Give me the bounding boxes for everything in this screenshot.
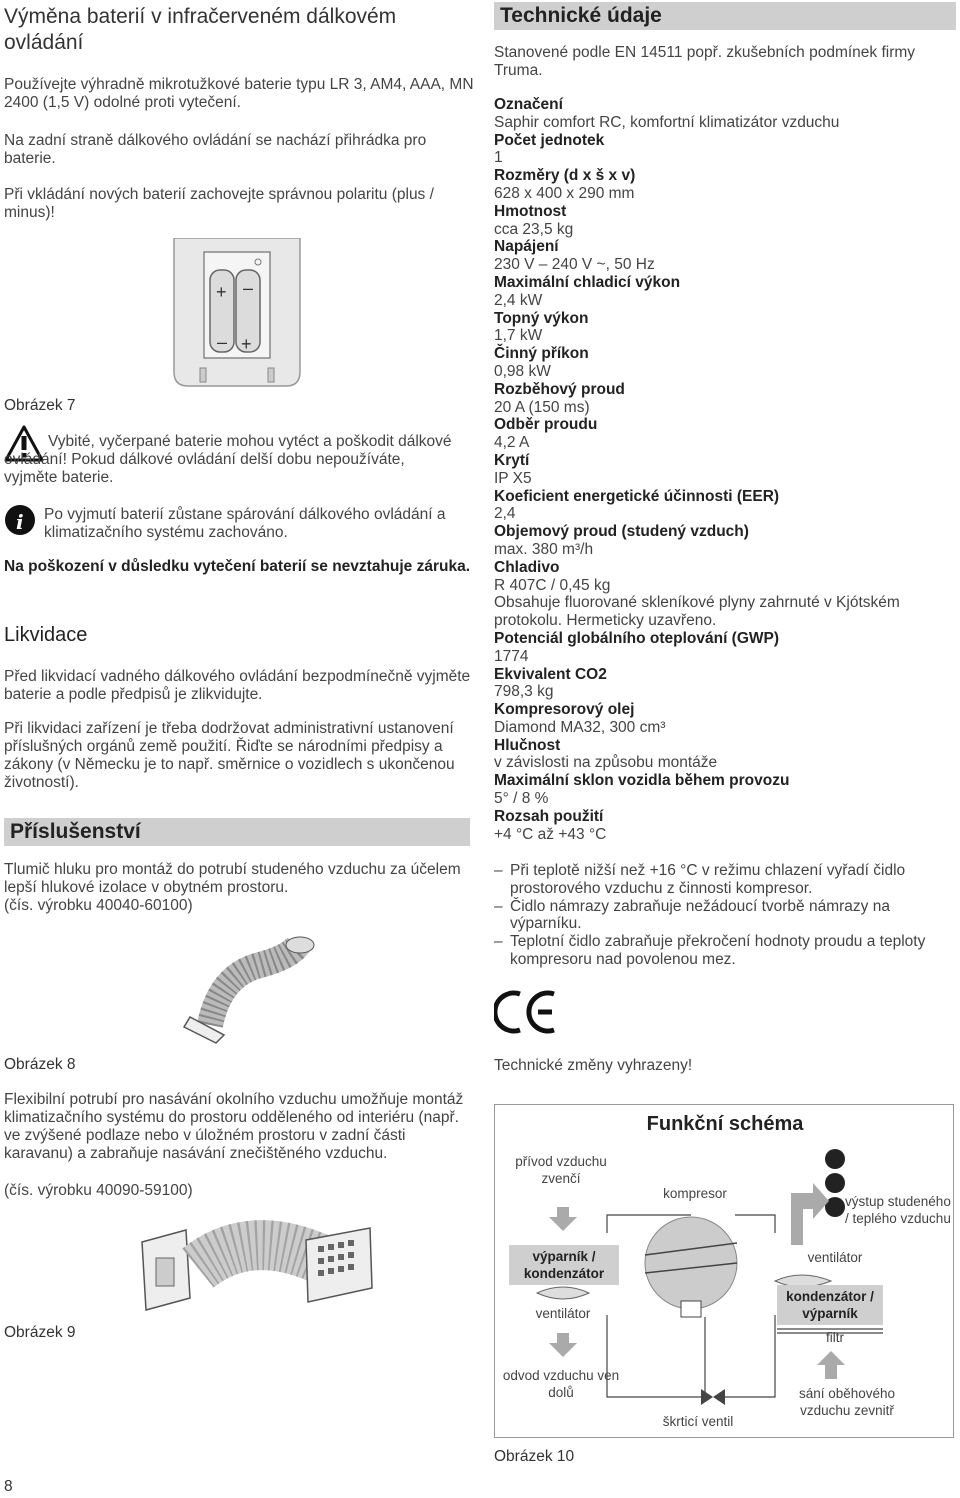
spec-item: Topný výkon 1,7 kW [494,309,589,345]
info-icon [4,504,36,536]
figure-10-label: Obrázek 10 [494,1448,575,1465]
label-exhaust-down: odvod vzduchu ven dolů [502,1368,620,1400]
spec-item: Obsahuje fluorované skleníkové plyny zahrnuté v Kjótském protokolu. Hermeticky uzavřeno. [494,594,900,630]
spec-list [494,96,956,843]
figure-7-label: Obrázek 7 [4,397,76,414]
spec-item: Napájení 230 V – 240 V ~, 50 Hz [494,238,655,274]
spec-item: Činný příkon 0,98 kW [494,345,589,380]
label-fan-left: ventilátor [535,1306,591,1321]
svg-text:+: + [241,334,252,354]
function-schema-title: Funkční schéma [646,1113,804,1135]
battery-section-title: Výměna baterií v infračerveném dálkovém ovládání [4,5,397,54]
spec-item: Maximální sklon vozidla během provozu 5° / 8 % [494,772,790,808]
svg-text:–: – [217,332,228,352]
svg-text:+: + [216,282,227,302]
label-return-air: sání oběhového vzduchu zevnitř [798,1386,896,1418]
disposal-paragraph-1: Před likvidací vadného dálkového ovládání bezpodmínečně vyjměte baterie a podle předpisů je zlikvidujte. [4,668,471,703]
spec-item: Označení Saphir comfort RC, komfortní klimatizátor vzduchu [494,96,840,131]
spec-item: Rozměry (d x š x v) 628 x 400 x 290 mm [494,167,636,202]
label-compressor: kompresor [663,1186,727,1201]
label-filter: filtr [826,1330,844,1345]
remote-battery-compartment-illustration [160,230,310,390]
technical-changes-note: Technické změny vyhrazeny! [494,1057,693,1074]
svg-text:i: i [16,510,24,534]
spec-item: Objemový proud (studený vzduch) max. 380 m³/h [494,523,749,558]
spec-item: Maximální chladicí výkon 2,4 kW [494,273,681,309]
function-schema-box [494,1104,954,1438]
spec-item: Odběr proudu 4,2 A [494,416,598,452]
spec-item: Krytí IP X5 [494,451,532,487]
sensor-notes-list [494,862,956,969]
spec-item: Koeficient energetické účinnosti (EER) 2,4 [494,487,780,523]
list-item: – Teplotní čidlo zabraňuje překročení hodnoty proudu a teploty kompresoru nad povolenou mez. [494,933,926,968]
accessories-title: Příslušenství [4,818,470,846]
spec-item: Chladivo R 407C / 0,45 kg [494,558,611,594]
label-throttle-valve: škrticí ventil [662,1414,734,1429]
technical-data-title: Technické údaje [494,2,956,30]
battery-paragraph-1: Používejte výhradně mikrotužkové baterie typu LR 3, AM4, AAA, MN 2400 (1,5 V) odolné proti vytečení. [4,76,474,111]
accessories-part-number-2: (čís. výrobku 40090-59100) [4,1182,193,1199]
accessories-paragraph-2: Flexibilní potrubí pro nasávání okolního vzduchu umožňuje montáž klimatizačního systému do prostoru odděleného od interiéru (např. ve zvýšené podlaze nebo v úložném prostoru v zadní části karavanu) a zabraňuje nasávání znečištěného vzduchu. [4,1091,464,1162]
label-evaporator-condenser: výparník / kondenzátor [509,1245,619,1285]
spec-item: Počet jednotek 1 [494,131,605,167]
ce-mark-logo [494,988,560,1036]
accessories-part-number-1: (čís. výrobku 40040-60100) [4,897,193,914]
figure-9-label: Obrázek 9 [4,1324,76,1341]
battery-info-text: Po vyjmutí baterií zůstane spárování dálkového ovládání a klimatizačního systému zachováno. [44,506,446,541]
technical-data-intro: Stanovené podle EN 14511 popř. zkušebních podmínek firmy Truma. [494,44,916,79]
disposal-title: Likvidace [4,624,88,646]
list-item: – Při teplotě nižší než +16 °C v režimu chlazení vyřadí čidlo prostorového vzduchu z činnosti kompresor. [494,862,906,897]
intake-hose-illustration [128,1218,388,1328]
battery-warning-text: Vybité, vyčerpané baterie mohou vytéct a poškodit dálkové ovládání! Pokud dálkové ovládání delší dobu nepoužíváte, vyjměte baterie. [4,433,452,486]
label-air-outlet: výstup studeného / teplého vzduchu [845,1194,951,1226]
battery-paragraph-2: Na zadní straně dálkového ovládání se nachází přihrádka pro baterie. [4,132,427,167]
list-item: – Čidlo námrazy zabraňuje nežádoucí tvorbě námrazy na výparníku. [494,897,890,933]
disposal-paragraph-2: Při likvidaci zařízení je třeba dodržovat administrativní ustanovení příslušných orgánů země použití. Řiďte se národními předpisy a zákony (v Německu je to např. směrnice o vozidlech s ukončenou životností). [4,720,455,791]
spec-item: Ekvivalent CO2 798,3 kg [494,665,607,701]
figure-8-label: Obrázek 8 [4,1056,76,1073]
spec-item: Hlučnost v závislosti na způsobu montáže [494,736,718,772]
silencer-hose-illustration [180,935,320,1045]
battery-paragraph-3: Při vkládání nových baterií zachovejte správnou polaritu (plus / minus)! [4,186,434,221]
spec-item: Potenciál globálního oteplování (GWP) 1774 [494,629,780,665]
spec-item: Kompresorový olej Diamond MA32, 300 cm³ [494,701,666,736]
label-fan-right: ventilátor [807,1250,863,1265]
spec-item: Rozběhový proud 20 A (150 ms) [494,380,625,416]
accessories-paragraph-1: Tlumič hluku pro montáž do potrubí studeného vzduchu za účelem lepší hlukové izolace v obytném prostoru. [4,861,461,896]
label-air-intake: přívod vzduchu zvenčí [515,1154,607,1186]
svg-text:–: – [243,278,254,298]
spec-item: Hmotnost cca 23,5 kg [494,202,574,238]
page-number: 8 [4,1478,13,1495]
spec-item: Rozsah použití +4 °C až +43 °C [494,807,607,843]
warranty-note: Na poškození v důsledku vytečení baterií se nevztahuje záruka. [4,558,471,575]
label-condenser-evaporator: kondenzátor / výparník [777,1285,883,1325]
